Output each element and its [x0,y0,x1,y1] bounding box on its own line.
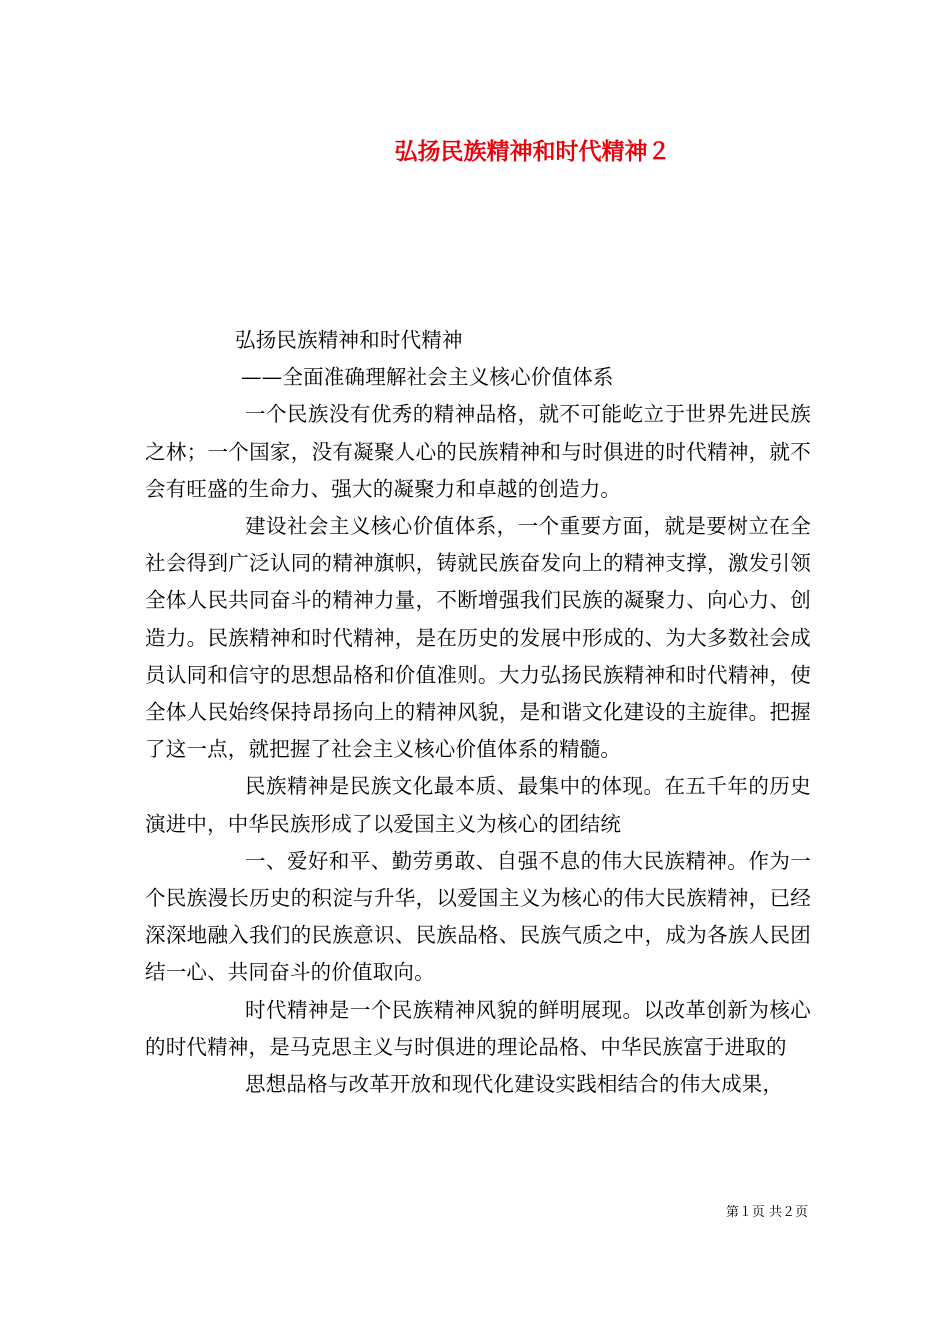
paragraph-6: 思想品格与改革开放和现代化建设实践相结合的伟大成果， [245,1072,784,1097]
paragraph-5: 时代精神是一个民族精神风貌的鲜明展现。以改革创新为核心的时代精神，是马克思主义与时俱进的理论品格、中华民族富于进取的 [145,997,811,1059]
paragraph-3: 民族精神是民族文化最本质、最集中的体现。在五千年的历史演进中，中华民族形成了以爱国主义为核心的团结统 [145,774,811,836]
paragraph-2: 建设社会主义核心价值体系，一个重要方面，就是要树立在全社会得到广泛认同的精神旗帜，铸就民族奋发向上的精神支撑，激发引领全体人民共同奋斗的精神力量，不断增强我们民族的凝聚力、向心力、创造力。民族精神和时代精神，是在历史的发展中形成的、为大多数社会成员认同和信守的思想品格和价值准则。大力弘扬民族精神和时代精神，使全体人民始终保持昂扬向上的精神风貌，是和谐文化建设的主旋律。把握了这一点，就把握了社会主义核心价值体系的精髓。 [145,513,811,762]
page-number: 第１页 共２页 [725,1205,808,1220]
document-title: 弘扬民族精神和时代精神２ [394,138,671,165]
paragraph-1: 一个民族没有优秀的精神品格，就不可能屹立于世界先进民族之林；一个国家，没有凝聚人心的民族精神和与时俱进的时代精神，就不会有旺盛的生命力、强大的凝聚力和卓越的创造力。 [145,402,811,501]
document-body [145,322,811,1103]
paragraph-4: 一、爱好和平、勤劳勇敢、自强不息的伟大民族精神。作为一个民族漫长历史的积淀与升华，以爱国主义为核心的伟大民族精神，已经深深地融入我们的民族意识、民族品格、民族气质之中，成为各族人民团结一心、共同奋斗的价值取向。 [145,848,811,985]
document-subheading: ——全面准确理解社会主义核心价值体系 [241,365,614,390]
document-heading: 弘扬民族精神和时代精神 [235,328,463,352]
